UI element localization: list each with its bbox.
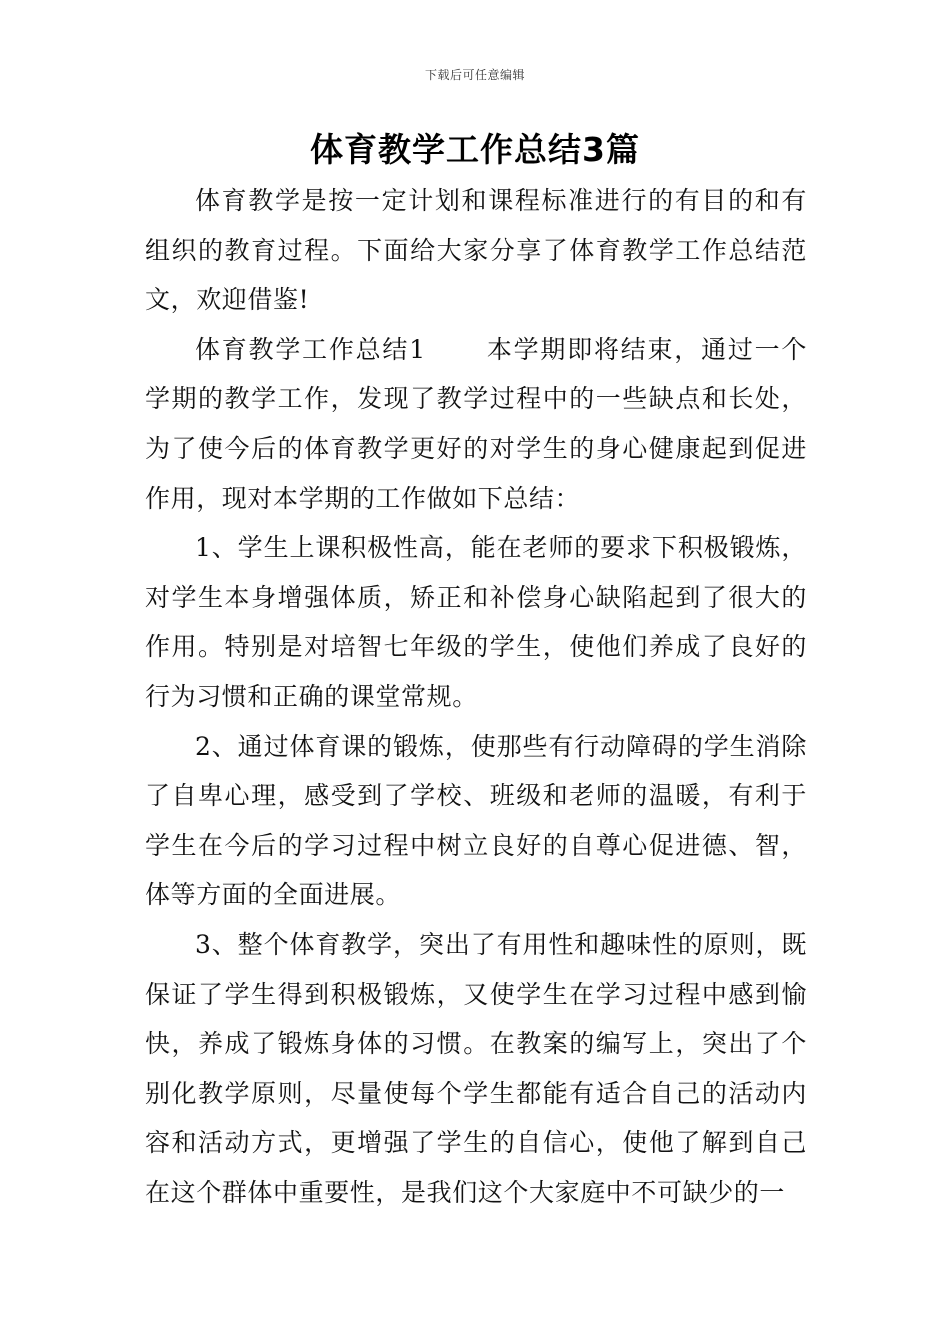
document-title: 体育教学工作总结3篇: [310, 130, 640, 169]
point-3-paragraph: 3、整个体育教学，突出了有用性和趣味性的原则，既保证了学生得到积极锻炼，又使学生在学习过程中感到愉快，养成了锻炼身体的习惯。在教案的编写上，突出了个别化教学原则，尽量使每个学生都能有适合自己的活动内容和活动方式，更增强了学生的自信心，使他了解到自己在这个群体中重要性，是我们这个大家庭中不可缺少的一: [145, 929, 807, 1207]
point-1-paragraph: 1、学生上课积极性高，能在老师的要求下积极锻炼，对学生本身增强体质，矫正和补偿身心缺陷起到了很大的作用。特别是对培智七年级的学生，使他们养成了良好的行为习惯和正确的课堂常规。: [145, 533, 807, 711]
document-body: [145, 176, 807, 1217]
section1-paragraph: [145, 325, 807, 523]
header-note: 下载后可任意编辑: [424, 68, 525, 82]
intro-paragraph: 体育教学是按一定计划和课程标准进行的有目的和有组织的教育过程。下面给大家分享了体育教学工作总结范文，欢迎借鉴!: [145, 186, 807, 315]
section1-heading: 体育教学工作总结1: [195, 334, 426, 364]
section1-lead: 本学期即将结束，通过一个学期的教学工作，发现了教学过程中的一些缺点和长处，为了使今后的体育教学更好的对学生的身心健康起到促进作用，现对本学期的工作做如下总结：: [145, 334, 807, 513]
point-2-paragraph: 2、通过体育课的锻炼，使那些有行动障碍的学生消除了自卑心理，感受到了学校、班级和老师的温暖，有利于学生在今后的学习过程中树立良好的自尊心促进德、智，体等方面的全面进展。: [145, 731, 807, 910]
